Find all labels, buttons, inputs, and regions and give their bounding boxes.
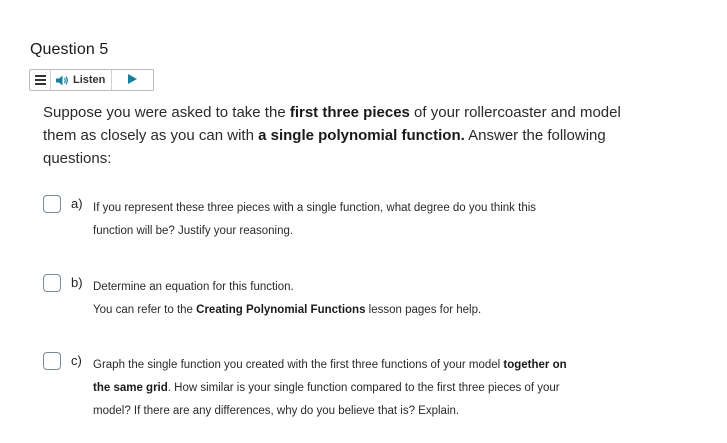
item-letter: c)	[71, 353, 82, 368]
emphasis-single-polynomial: a single polynomial function.	[258, 127, 465, 144]
checkbox-a[interactable]	[43, 195, 61, 213]
checkbox-b[interactable]	[43, 274, 61, 292]
item-text: Determine an equation for this function. You can refer to the Creating Polynomial Functions lesson pages for help.	[93, 281, 482, 316]
question-prompt: Suppose you were asked to take the first three pieces of your rollercoaster and model them as closely as you can with a single polynomial function. Answer the following questions:	[43, 104, 621, 167]
item-letter: b)	[71, 275, 83, 290]
emphasis-same-grid: the same grid	[93, 382, 168, 394]
checkbox-c[interactable]	[43, 352, 61, 370]
item-text: Graph the single function you created with the first three functions of your model together on the same grid. How similar is your single function compared to the first three pieces of your model? If there are any differences, why do you believe that is? Explain.	[93, 359, 567, 417]
question-title: Question 5	[30, 41, 109, 58]
lesson-link-text: Creating Polynomial Functions	[196, 304, 366, 316]
listen-label: Listen	[73, 74, 106, 86]
item-letter: a)	[71, 196, 83, 211]
speaker-icon	[56, 75, 69, 86]
listen-toolbar	[29, 69, 154, 91]
item-text: If you represent these three pieces with a single function, what degree do you think this function will be? Justify your reasoning.	[93, 202, 537, 237]
play-icon	[128, 71, 137, 89]
menu-icon[interactable]	[30, 70, 51, 90]
listen-button[interactable]	[51, 70, 112, 90]
emphasis-first-three-pieces: first three pieces	[289, 104, 410, 121]
play-button[interactable]	[112, 70, 153, 90]
emphasis-together: together on	[503, 359, 567, 371]
